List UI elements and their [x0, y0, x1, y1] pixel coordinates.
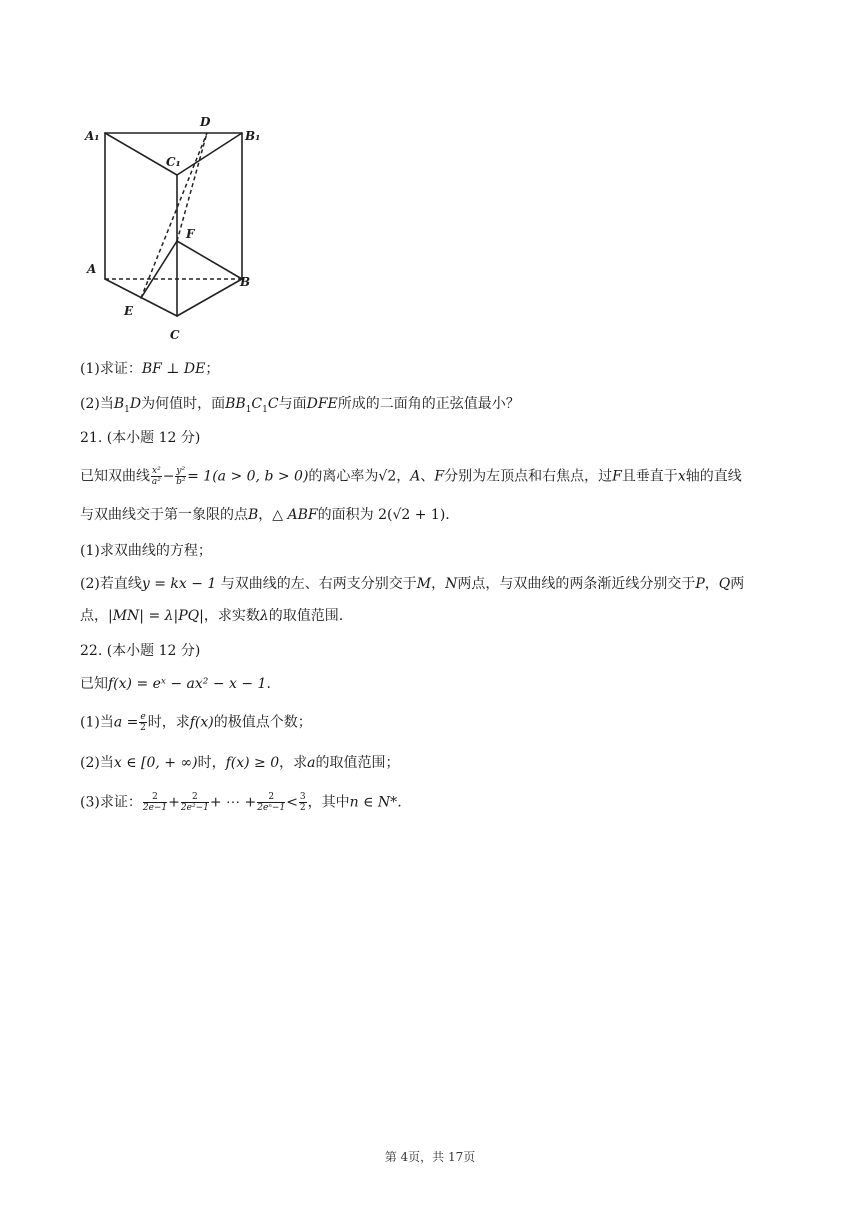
q21-part2b: 点，|MN| = λ|PQ|，求实数λ的取值范围.	[80, 608, 344, 624]
q22-part1: (1)当a = $\frac{e}{2}$ 时，求f(x)的极值点个数；	[80, 712, 312, 733]
page-footer: 第 4页，共 17页	[384, 1150, 476, 1164]
prism-diagram	[80, 108, 280, 348]
edge-fb	[177, 241, 242, 279]
fraction-termn: $\frac{2}{\text{2eⁿ−1}}$	[257, 792, 286, 813]
edge-cb	[177, 279, 242, 316]
q22-definition: 已知f(x) = eˣ − ax² − x − 1.	[80, 676, 271, 692]
edge-fd-hidden	[177, 133, 207, 241]
q21-heading: 21. (本小题 12 分)	[80, 430, 201, 446]
label-f: F	[186, 227, 195, 241]
q21-part2a: (2)若直线y = kx − 1 与双曲线的左、右两支分别交于M，N两点，与双曲线的两条渐近线分别交于P，Q两	[80, 576, 745, 592]
fraction-3-2: $\frac{3}{2}$	[299, 792, 306, 813]
q20-part2: (2)当$B_1D$为何值时，面$BB_1C_1C$与面DFE所成的二面角的正弦值最小？	[80, 396, 520, 415]
label-a: A	[87, 262, 97, 276]
label-a1: A₁	[85, 129, 100, 143]
prism-figure	[80, 108, 280, 348]
fraction-x2-a2: $\frac{\text{x²}}{\text{a²}}$	[151, 466, 161, 487]
edge-ef	[141, 241, 177, 298]
label-b1: B₁	[245, 129, 261, 143]
fraction-term1: $\frac{2}{2e-1}$	[142, 792, 168, 813]
q21-line2: 与双曲线交于第一象限的点B，△ ABF的面积为 2(√2 + 1).	[80, 507, 450, 523]
label-e: E	[124, 304, 134, 318]
fraction-e-2: $\frac{e}{2}$	[140, 712, 146, 733]
q22-heading: 22. (本小题 12 分)	[80, 643, 201, 659]
fraction-y2-b2: $\frac{\text{y²}}{\text{b²}}$	[176, 466, 186, 487]
label-b: B	[240, 275, 251, 289]
edge-b1c1	[177, 133, 242, 175]
label-c: C	[170, 328, 180, 342]
q21-part1: (1)求双曲线的方程；	[80, 543, 212, 559]
q22-part3: (3)求证： $\frac{2}{2e-1}$ + $\frac{2}{\text{2e²−1}}$ + ⋯ + $\frac{2}{\text{2eⁿ−1}}$ < $\frac{3}{2}$ ，其中n ∈ N*.	[80, 792, 402, 813]
q21-line1: 已知双曲线 $\frac{\text{x²}}{\text{a²}}$ − $\frac{\text{y²}}{\text{b²}}$ = 1(a > 0, b > 0)的离心率为√2，A、F分别为左顶点和右焦点，过F且垂直于x轴的直线	[80, 466, 742, 487]
q22-part2: (2)当x ∈ [0, + ∞)时，f(x) ≥ 0，求a的取值范围；	[80, 755, 400, 771]
fraction-term2: $\frac{2}{\text{2e²−1}}$	[180, 792, 209, 813]
label-c1: C₁	[166, 155, 181, 169]
label-d: D	[200, 115, 211, 129]
q20-part1: (1)求证：BF ⊥ DE；	[80, 361, 220, 377]
